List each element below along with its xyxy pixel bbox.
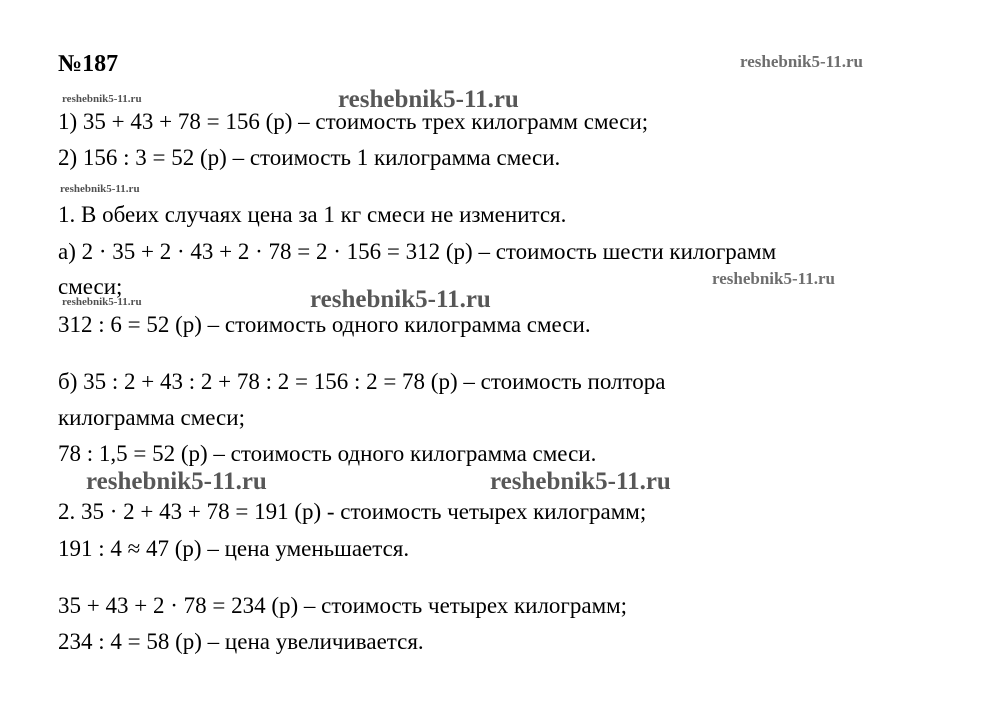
- watermark: reshebnik5-11.ru: [62, 296, 142, 308]
- solution-line: 78 : 1,5 = 52 (р) – стоимость одного килограмма смеси.: [58, 441, 597, 466]
- solution-line: 191 : 4 ≈ 47 (р) – цена уменьшается.: [58, 536, 410, 561]
- solution-line: а) 2 · 35 + 2 · 43 + 2 · 78 = 2 · 156 = 312 (р) – стоимость шести килограмм: [58, 239, 777, 264]
- solution-line: смеси;: [58, 274, 123, 299]
- solution-line: килограмма смеси;: [58, 405, 245, 430]
- watermark: reshebnik5-11.ru: [740, 52, 863, 71]
- solution-line: 2. 35 · 2 + 43 + 78 = 191 (р) - стоимость четырех килограмм;: [58, 499, 647, 524]
- solution-line: 35 + 43 + 2 · 78 = 234 (р) – стоимость четырех килограмм;: [58, 593, 628, 618]
- solution-line: 2) 156 : 3 = 52 (р) – стоимость 1 килограмма смеси.: [58, 145, 561, 170]
- watermark: reshebnik5-11.ru: [62, 93, 142, 105]
- watermark: reshebnik5-11.ru: [712, 269, 835, 288]
- watermark: reshebnik5-11.ru: [310, 286, 491, 313]
- solution-line: 1. В обеих случаях цена за 1 кг смеси не изменится.: [58, 202, 567, 227]
- watermark: reshebnik5-11.ru: [490, 468, 671, 495]
- watermark: reshebnik5-11.ru: [86, 468, 267, 495]
- problem-number: №187: [58, 51, 119, 77]
- watermark: reshebnik5-11.ru: [338, 86, 519, 113]
- solution-line: б) 35 : 2 + 43 : 2 + 78 : 2 = 156 : 2 = 78 (р) – стоимость полтора: [58, 369, 666, 394]
- solution-line: 1) 35 + 43 + 78 = 156 (р) – стоимость трех килограмм смеси;: [58, 109, 649, 134]
- solution-line: 234 : 4 = 58 (р) – цена увеличивается.: [58, 629, 424, 654]
- solution-line: 312 : 6 = 52 (р) – стоимость одного килограмма смеси.: [58, 312, 591, 337]
- watermark: reshebnik5-11.ru: [60, 183, 140, 195]
